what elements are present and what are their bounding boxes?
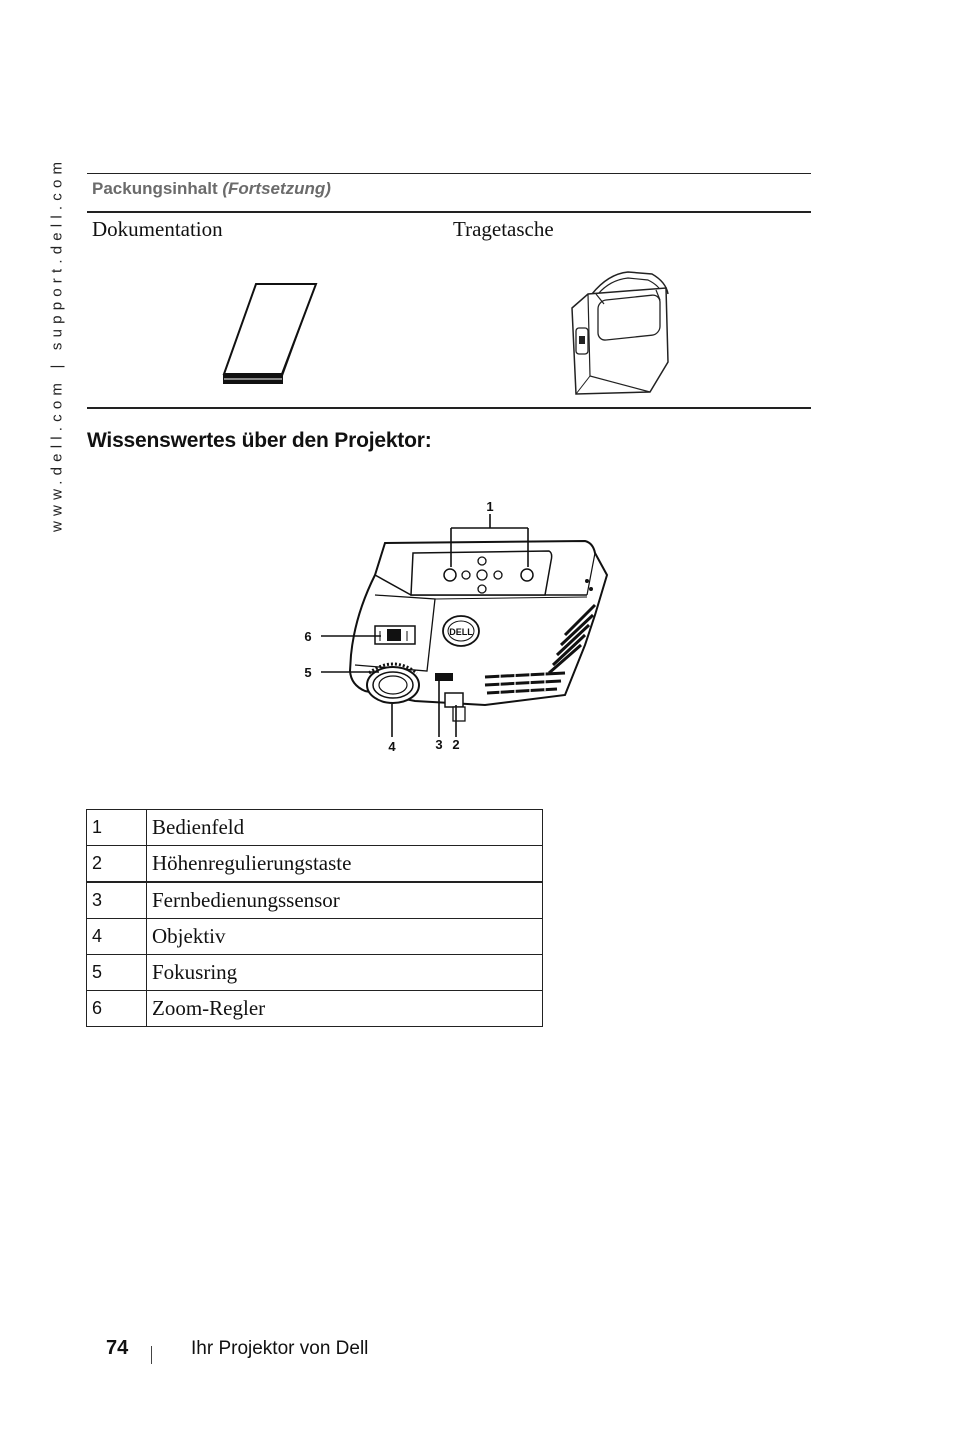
table-row — [87, 919, 543, 955]
caption-main: Packungsinhalt — [92, 179, 218, 198]
package-contents-caption — [92, 179, 331, 199]
table-row — [87, 991, 543, 1027]
part-number: 4 — [87, 919, 147, 955]
footer-divider — [151, 1346, 152, 1364]
dell-logo-text: DELL — [449, 627, 473, 637]
parts-legend-table — [86, 809, 543, 1027]
part-label: Fokusring — [147, 955, 543, 991]
callout-4: 4 — [388, 739, 396, 754]
table-row — [87, 846, 543, 883]
callout-3: 3 — [435, 737, 443, 752]
table-row — [87, 882, 543, 919]
part-number: 1 — [87, 810, 147, 846]
projector-diagram — [295, 495, 615, 757]
part-label: Fernbedienungssensor — [147, 882, 543, 919]
package-contents-table — [87, 173, 811, 409]
part-label: Objektiv — [147, 919, 543, 955]
documentation-booklet-icon — [220, 280, 320, 386]
callout-2: 2 — [452, 737, 460, 752]
part-number: 6 — [87, 991, 147, 1027]
part-number: 2 — [87, 846, 147, 883]
part-label: Zoom-Regler — [147, 991, 543, 1027]
part-number: 5 — [87, 955, 147, 991]
chapter-title: Ihr Projektor von Dell — [191, 1338, 369, 1359]
page-number: 74 — [106, 1337, 129, 1359]
carrying-case-icon — [568, 264, 672, 398]
caption-sub: (Fortsetzung) — [222, 179, 331, 198]
carrying-case-label: Tragetasche — [453, 217, 554, 241]
section-heading: Wissenswertes über den Projektor: — [87, 429, 432, 452]
callout-1: 1 — [486, 499, 494, 514]
part-number: 3 — [87, 882, 147, 919]
callout-6: 6 — [304, 629, 312, 644]
callout-5: 5 — [304, 665, 312, 680]
table-row — [87, 955, 543, 991]
caption-divider — [87, 211, 811, 213]
part-label: Höhenregulierungstaste — [147, 846, 543, 883]
table-row — [87, 810, 543, 846]
documentation-label: Dokumentation — [92, 217, 223, 241]
part-label: Bedienfeld — [147, 810, 543, 846]
sidebar-url: www.dell.com | support.dell.com — [48, 156, 66, 532]
